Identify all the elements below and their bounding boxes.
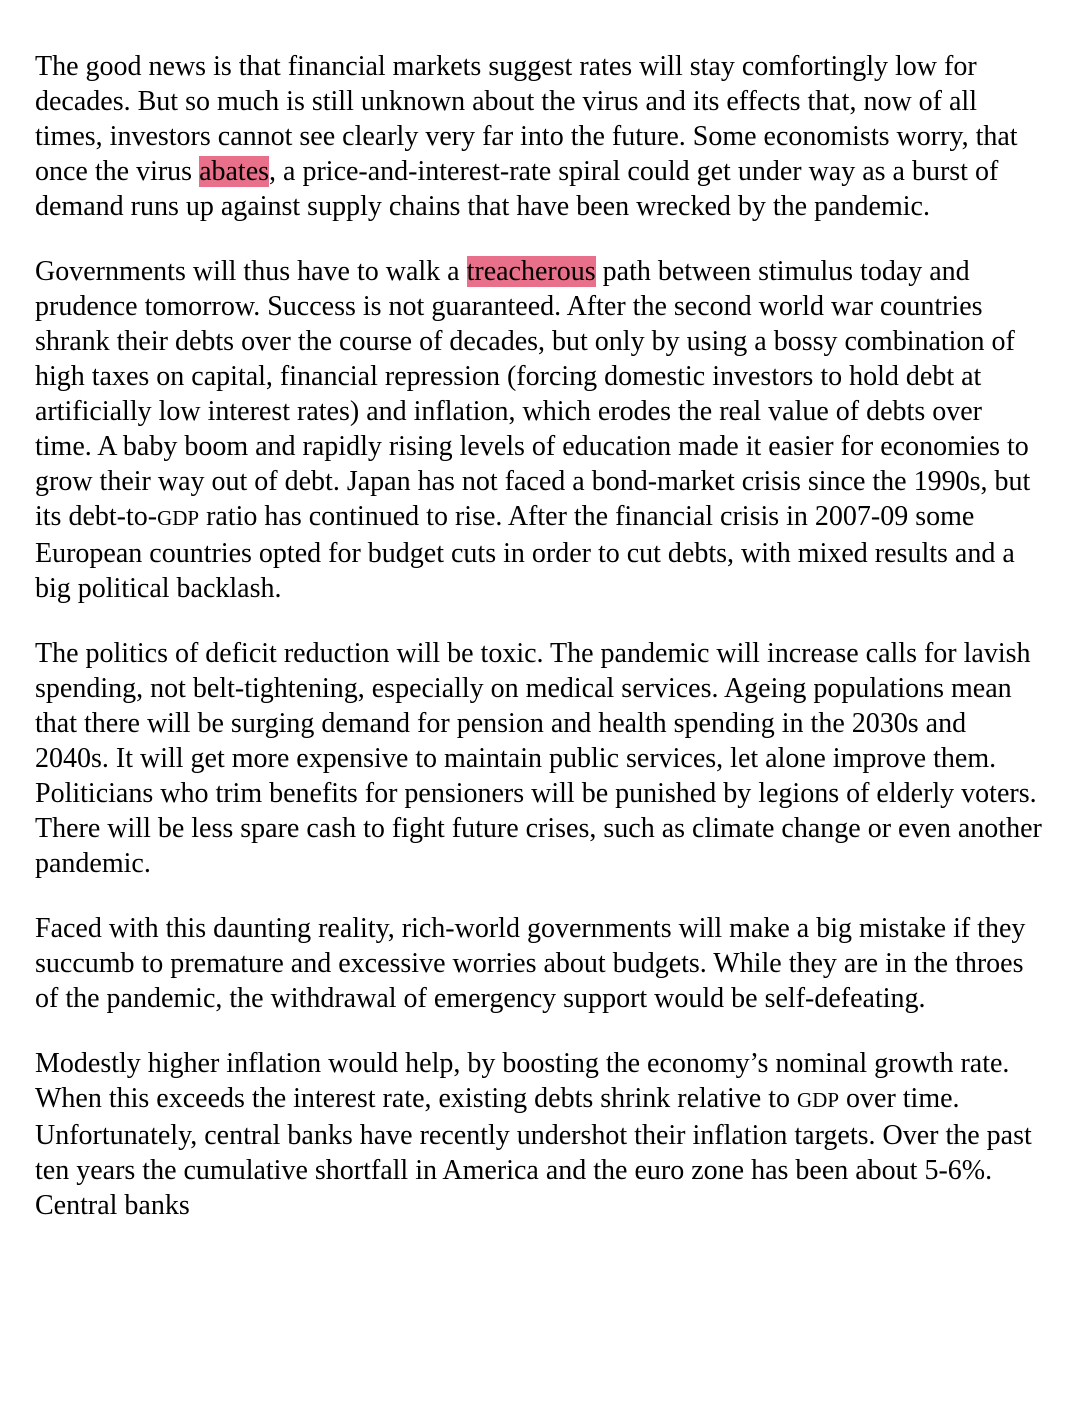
text-segment: The good news is that financial markets suggest rates will stay comfortingly low for decades. But so much is still unknown about the virus and its effects that, now of all times, investors cannot see clearly very far into the future. Some economists worry, that once the virus: [35, 51, 1018, 187]
text-segment: over time. Unfortunately, central banks have recently undershot their inflation targets. Over the past ten years the cumulative shortfall in America and the euro zone has been about 5-6%. Central banks: [35, 1083, 1032, 1221]
paragraph-5: [35, 1046, 1045, 1223]
paragraph-2: [35, 254, 1045, 606]
paragraph-3: [35, 636, 1045, 881]
text-segment: Governments will thus have to walk a: [35, 256, 467, 287]
paragraph-1: [35, 49, 1045, 224]
paragraph-4: [35, 911, 1045, 1016]
text-segment: Faced with this daunting reality, rich-world governments will make a big mistake if they succumb to premature and excessive worries about budgets. While they are in the throes of the pandemic, the withdrawal of emergency support would be self-defeating.: [35, 913, 1026, 1014]
abbreviation-gdp: GDP: [157, 506, 200, 530]
abbreviation-gdp: GDP: [797, 1088, 840, 1112]
text-segment: path between stimulus today and prudence tomorrow. Success is not guaranteed. After the second world war countries shrank their debts over the course of decades, but only by using a bossy combination of high taxes on capital, financial repression (forcing domestic investors to hold debt at artificially low interest rates) and inflation, which erodes the real value of debts over time. A baby boom and rapidly rising levels of education made it easier for economies to grow their way out of debt. Japan has not faced a bond-market crisis since the 1990s, but its debt-to-: [35, 256, 1031, 532]
article-body: [35, 49, 1045, 1253]
text-segment: , a price-and-interest-rate spiral could get under way as a burst of demand runs up against supply chains that have been wrecked by the pandemic.: [35, 156, 999, 222]
text-segment: The politics of deficit reduction will be toxic. The pandemic will increase calls for lavish spending, not belt-tightening, especially on medical services. Ageing populations mean that there will be surging demand for pension and health spending in the 2030s and 2040s. It will get more expensive to maintain public services, let alone improve them. Politicians who trim benefits for pensioners will be punished by legions of elderly voters. There will be less spare cash to fight future crises, such as climate change or even another pandemic.: [35, 638, 1042, 879]
text-segment: Modestly higher inflation would help, by boosting the economy’s nominal growth rate. When this exceeds the interest rate, existing debts shrink relative to: [35, 1048, 1010, 1114]
highlighted-word[interactable]: treacherous: [466, 256, 596, 287]
text-segment: ratio has continued to rise. After the financial crisis in 2007-09 some European countries opted for budget cuts in order to cut debts, with mixed results and a big political backlash.: [35, 501, 1015, 604]
highlighted-word[interactable]: abates: [199, 156, 270, 187]
